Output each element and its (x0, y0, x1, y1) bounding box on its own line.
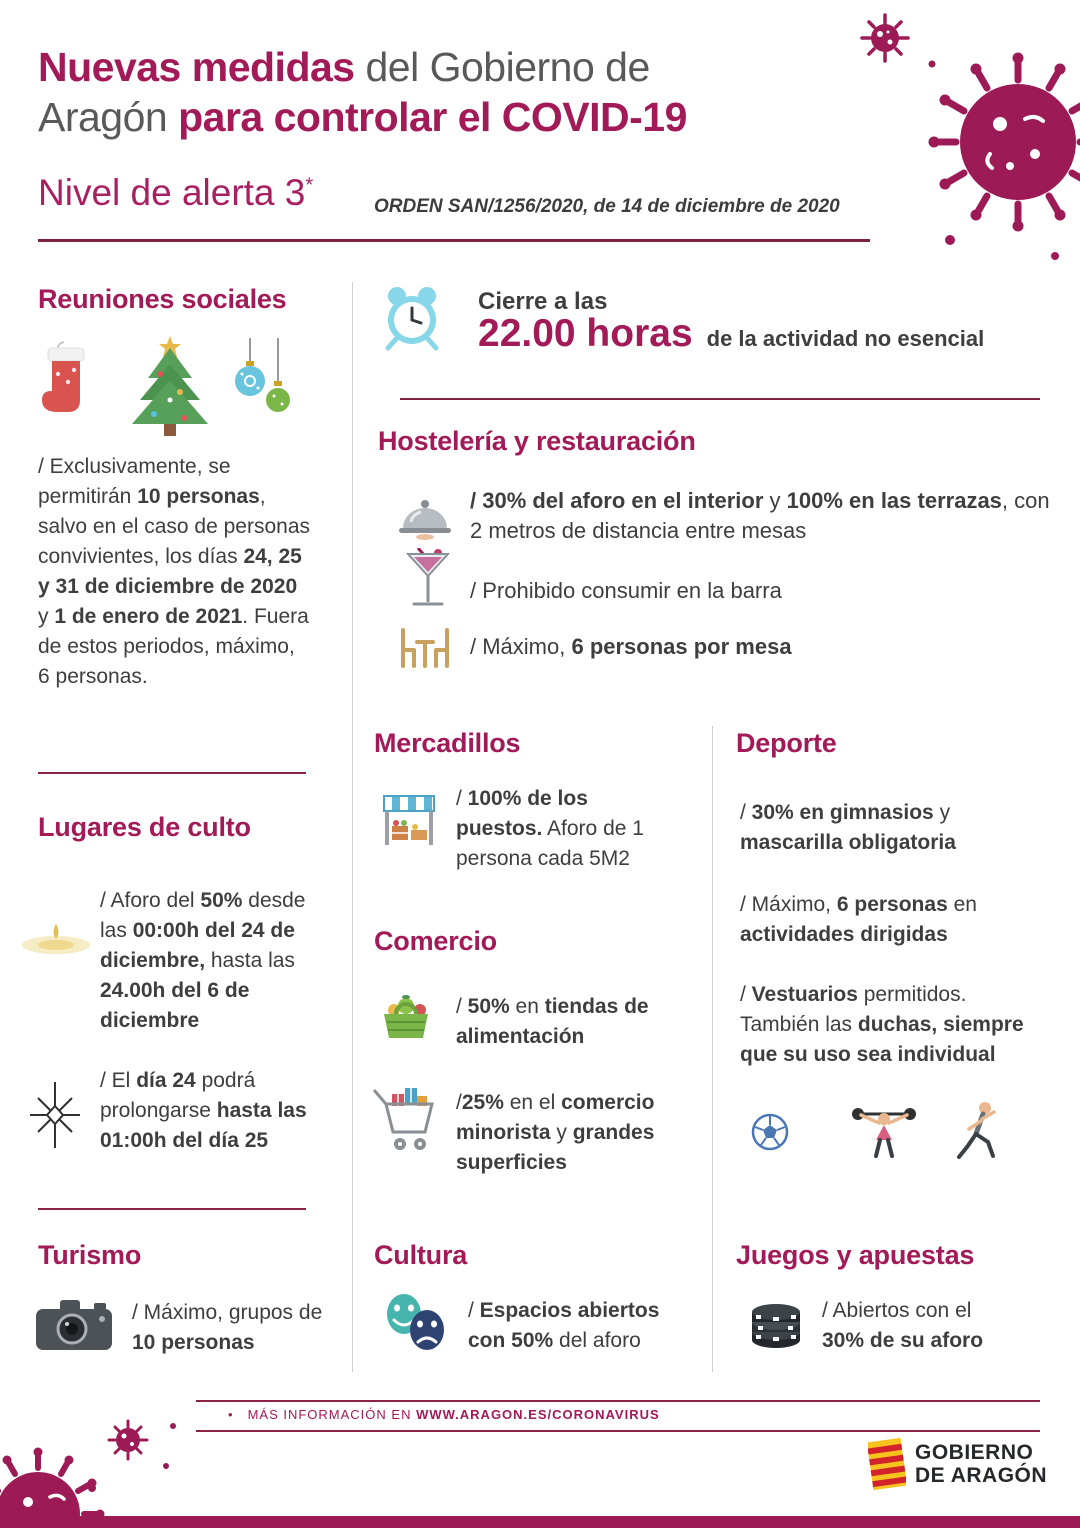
footer-info-text: MÁS INFORMACIÓN EN WWW.ARAGON.ES/CORONAVIRUS (247, 1407, 660, 1422)
government-name-line1: GOBIERNO (915, 1441, 1034, 1464)
section-heading-lugares-culto: Lugares de culto (38, 812, 251, 842)
virus-icon (850, 4, 1080, 274)
poker-chips-icon (748, 1292, 804, 1350)
curfew-time: 22.00 horas (478, 312, 693, 355)
alert-note-mark: * (305, 174, 314, 197)
hosteleria-item-text: / Máximo, 6 personas por mesa (470, 634, 792, 659)
curfew-divider (400, 398, 1040, 400)
serving-dish-icon (396, 492, 454, 540)
juegos-item-text: / Abiertos con el 30% de su aforo (822, 1299, 984, 1352)
cultura-item-text: / Espacios abiertos con 50% del aforo (468, 1299, 660, 1352)
cocktail-icon (406, 548, 450, 614)
government-name (915, 1441, 1047, 1487)
star-icon (22, 1080, 88, 1150)
comercio-item-text: / 50% en tiendas de alimentación (456, 995, 649, 1048)
running-icon (959, 1102, 994, 1157)
market-stall-icon (382, 792, 436, 850)
section-heading-turismo: Turismo (38, 1240, 142, 1270)
hosteleria-item-text: / 30% del aforo en el interior y 100% en las terrazas, con 2 metros de distancia entre mesas (470, 488, 1050, 543)
hosteleria-item-text: / Prohibido consumir en la barra (470, 578, 782, 603)
government-logo (868, 1438, 1047, 1490)
page-title (38, 42, 898, 142)
mercadillos-item-text: / 100% de los puestos. Aforo de 1 persona cada 5M2 (456, 787, 644, 870)
government-name-line2: DE ARAGÓN (915, 1464, 1048, 1487)
section-heading-hosteleria: Hostelería y restauración (378, 426, 696, 456)
lugares-item-text: / El día 24 podrá prolongarse hasta las 01:00h del día 25 (100, 1069, 307, 1152)
deporte-item-text: / Vestuarios permitidos. También las duchas, siempre que su uso sea individual (740, 983, 1024, 1066)
section-heading-juegos: Juegos y apuestas (736, 1240, 975, 1270)
comercio-item-text: /25% en el comercio minorista y grandes superficies (456, 1091, 655, 1174)
reuniones-body: / Exclusivamente, se permitirán 10 personas, salvo en el caso de personas convivientes, los días 24, 25 y 31 de diciembre de 2020 y 1 de enero de 2021. Fuera de estos periodos, máximo, 6 personas. (38, 455, 311, 688)
page-title-line2: Aragón para controlar el COVID-19 (38, 94, 687, 140)
column-divider-left (352, 282, 353, 1372)
aragon-flag-icon (868, 1438, 906, 1490)
footer-divider-bottom (196, 1430, 1040, 1432)
order-reference: ORDEN SAN/1256/2020, de 14 de diciembre de 2020 (374, 196, 840, 217)
table-chairs-icon (396, 626, 454, 670)
shopping-cart-icon (372, 1082, 434, 1160)
left-divider-2 (38, 1208, 306, 1210)
deporte-item-text: / 30% en gimnasios y mascarilla obligatoria (740, 801, 956, 854)
section-heading-comercio: Comercio (374, 926, 497, 956)
deporte-item-text: / Máximo, 6 personas en actividades dirigidas (740, 893, 977, 946)
alarm-clock-icon (380, 282, 444, 352)
alert-level-text: Nivel de alerta 3 (38, 172, 306, 213)
bottom-bar (0, 1516, 1080, 1528)
grocery-basket-icon (378, 988, 434, 1044)
section-heading-cultura: Cultura (374, 1240, 468, 1270)
footer-bullet: • (228, 1407, 234, 1422)
footer-info (228, 1407, 660, 1422)
column-divider-right (712, 726, 713, 1372)
alert-level (38, 172, 313, 214)
camera-icon (36, 1296, 114, 1352)
section-heading-deporte: Deporte (736, 728, 837, 758)
weightlifting-icon (852, 1108, 916, 1156)
lugares-item-text: / Aforo del 50% desde las 00:00h del 24 de diciembre, hasta las 24.00h del 6 de diciembre (100, 889, 306, 1032)
theater-masks-icon (382, 1292, 450, 1354)
curfew-label: Cierre a las (478, 288, 608, 315)
left-divider-1 (38, 772, 306, 774)
soccer-ball-icon (753, 1115, 787, 1149)
footer-divider-top (196, 1400, 1040, 1402)
section-heading-reuniones: Reuniones sociales (38, 284, 287, 314)
sports-icons (742, 1092, 1032, 1164)
header-divider (38, 239, 870, 242)
candle-glow-icon (18, 918, 94, 962)
section-heading-mercadillos: Mercadillos (374, 728, 521, 758)
page-title-line1: Nuevas medidas del Gobierno de (38, 44, 650, 90)
virus-icon (0, 1402, 200, 1528)
christmas-icons (34, 334, 304, 440)
curfew-scope: de la actividad no esencial (706, 326, 985, 351)
curfew-row (478, 312, 984, 356)
turismo-item-text: / Máximo, grupos de 10 personas (132, 1301, 323, 1354)
